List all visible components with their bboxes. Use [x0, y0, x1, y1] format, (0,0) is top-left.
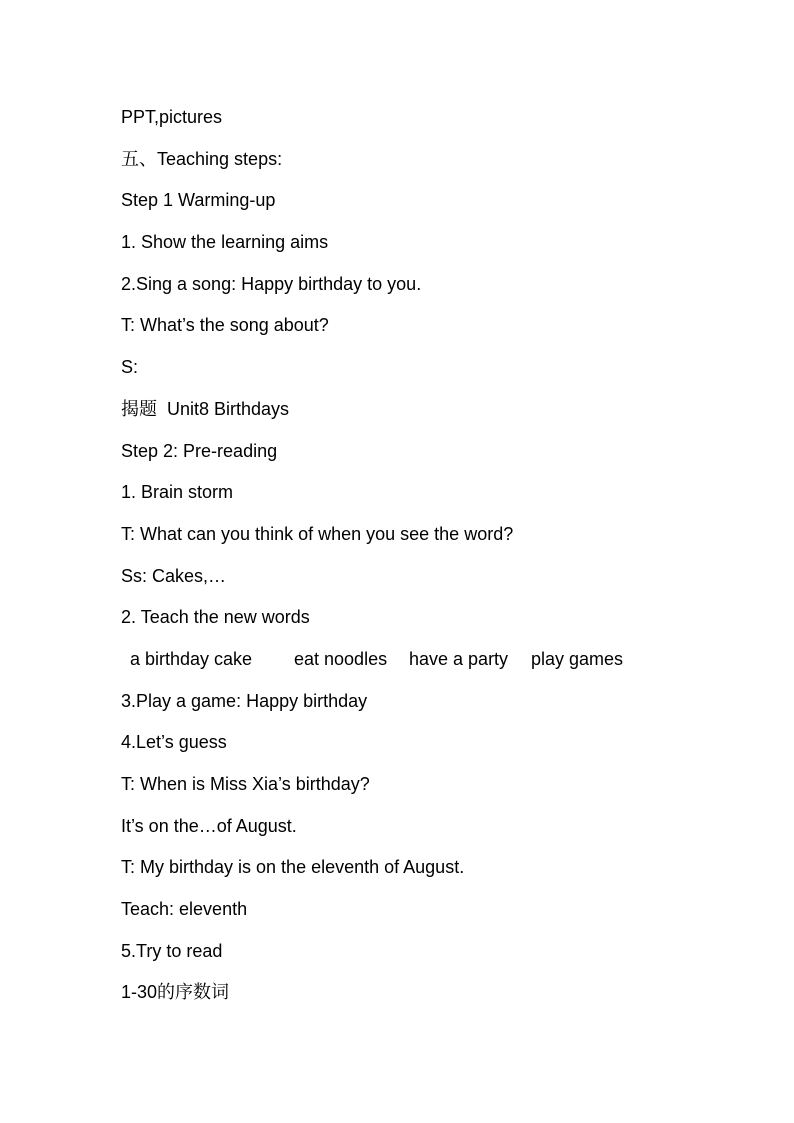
text-line: 1-30的序数词 — [121, 982, 230, 1003]
teacher-line: T: My birthday is on the eleventh of August. — [121, 857, 465, 878]
section-heading-teaching-steps: 五、Teaching steps: — [121, 148, 283, 169]
topic-line: 揭题 Unit8 Birthdays — [121, 398, 290, 419]
text-line: It’s on the…of August. — [121, 815, 297, 836]
teacher-line: T: What can you think of when you see the word? — [121, 523, 514, 544]
new-word: eat noodles — [294, 648, 388, 669]
teacher-line: T: When is Miss Xia’s birthday? — [121, 774, 370, 794]
student-line: Ss: Cakes,… — [121, 565, 227, 586]
text-line: 1. Brain storm — [121, 482, 234, 503]
new-word: have a party — [409, 648, 509, 669]
new-word: play games — [531, 648, 624, 669]
step-2-heading: Step 2: Pre-reading — [121, 440, 278, 461]
text-line: 2. Teach the new words — [121, 607, 310, 628]
student-line: S: — [121, 357, 139, 378]
new-words-row — [121, 647, 741, 671]
text-line: 2.Sing a song: Happy birthday to you. — [121, 273, 422, 294]
step-1-heading: Step 1 Warming-up — [121, 190, 276, 211]
teacher-line: T: What’s the song about? — [121, 315, 329, 336]
text-line: Teach: eleventh — [121, 899, 248, 920]
lesson-plan-text — [121, 105, 741, 1022]
materials-line: PPT,pictures — [121, 107, 223, 127]
new-word: a birthday cake — [130, 648, 253, 669]
text-line: 5.Try to read — [121, 940, 223, 961]
text-line: 3.Play a game: Happy birthday — [121, 690, 368, 711]
text-line: 4.Let’s guess — [121, 732, 227, 753]
text-line: 1. Show the learning aims — [121, 232, 329, 253]
